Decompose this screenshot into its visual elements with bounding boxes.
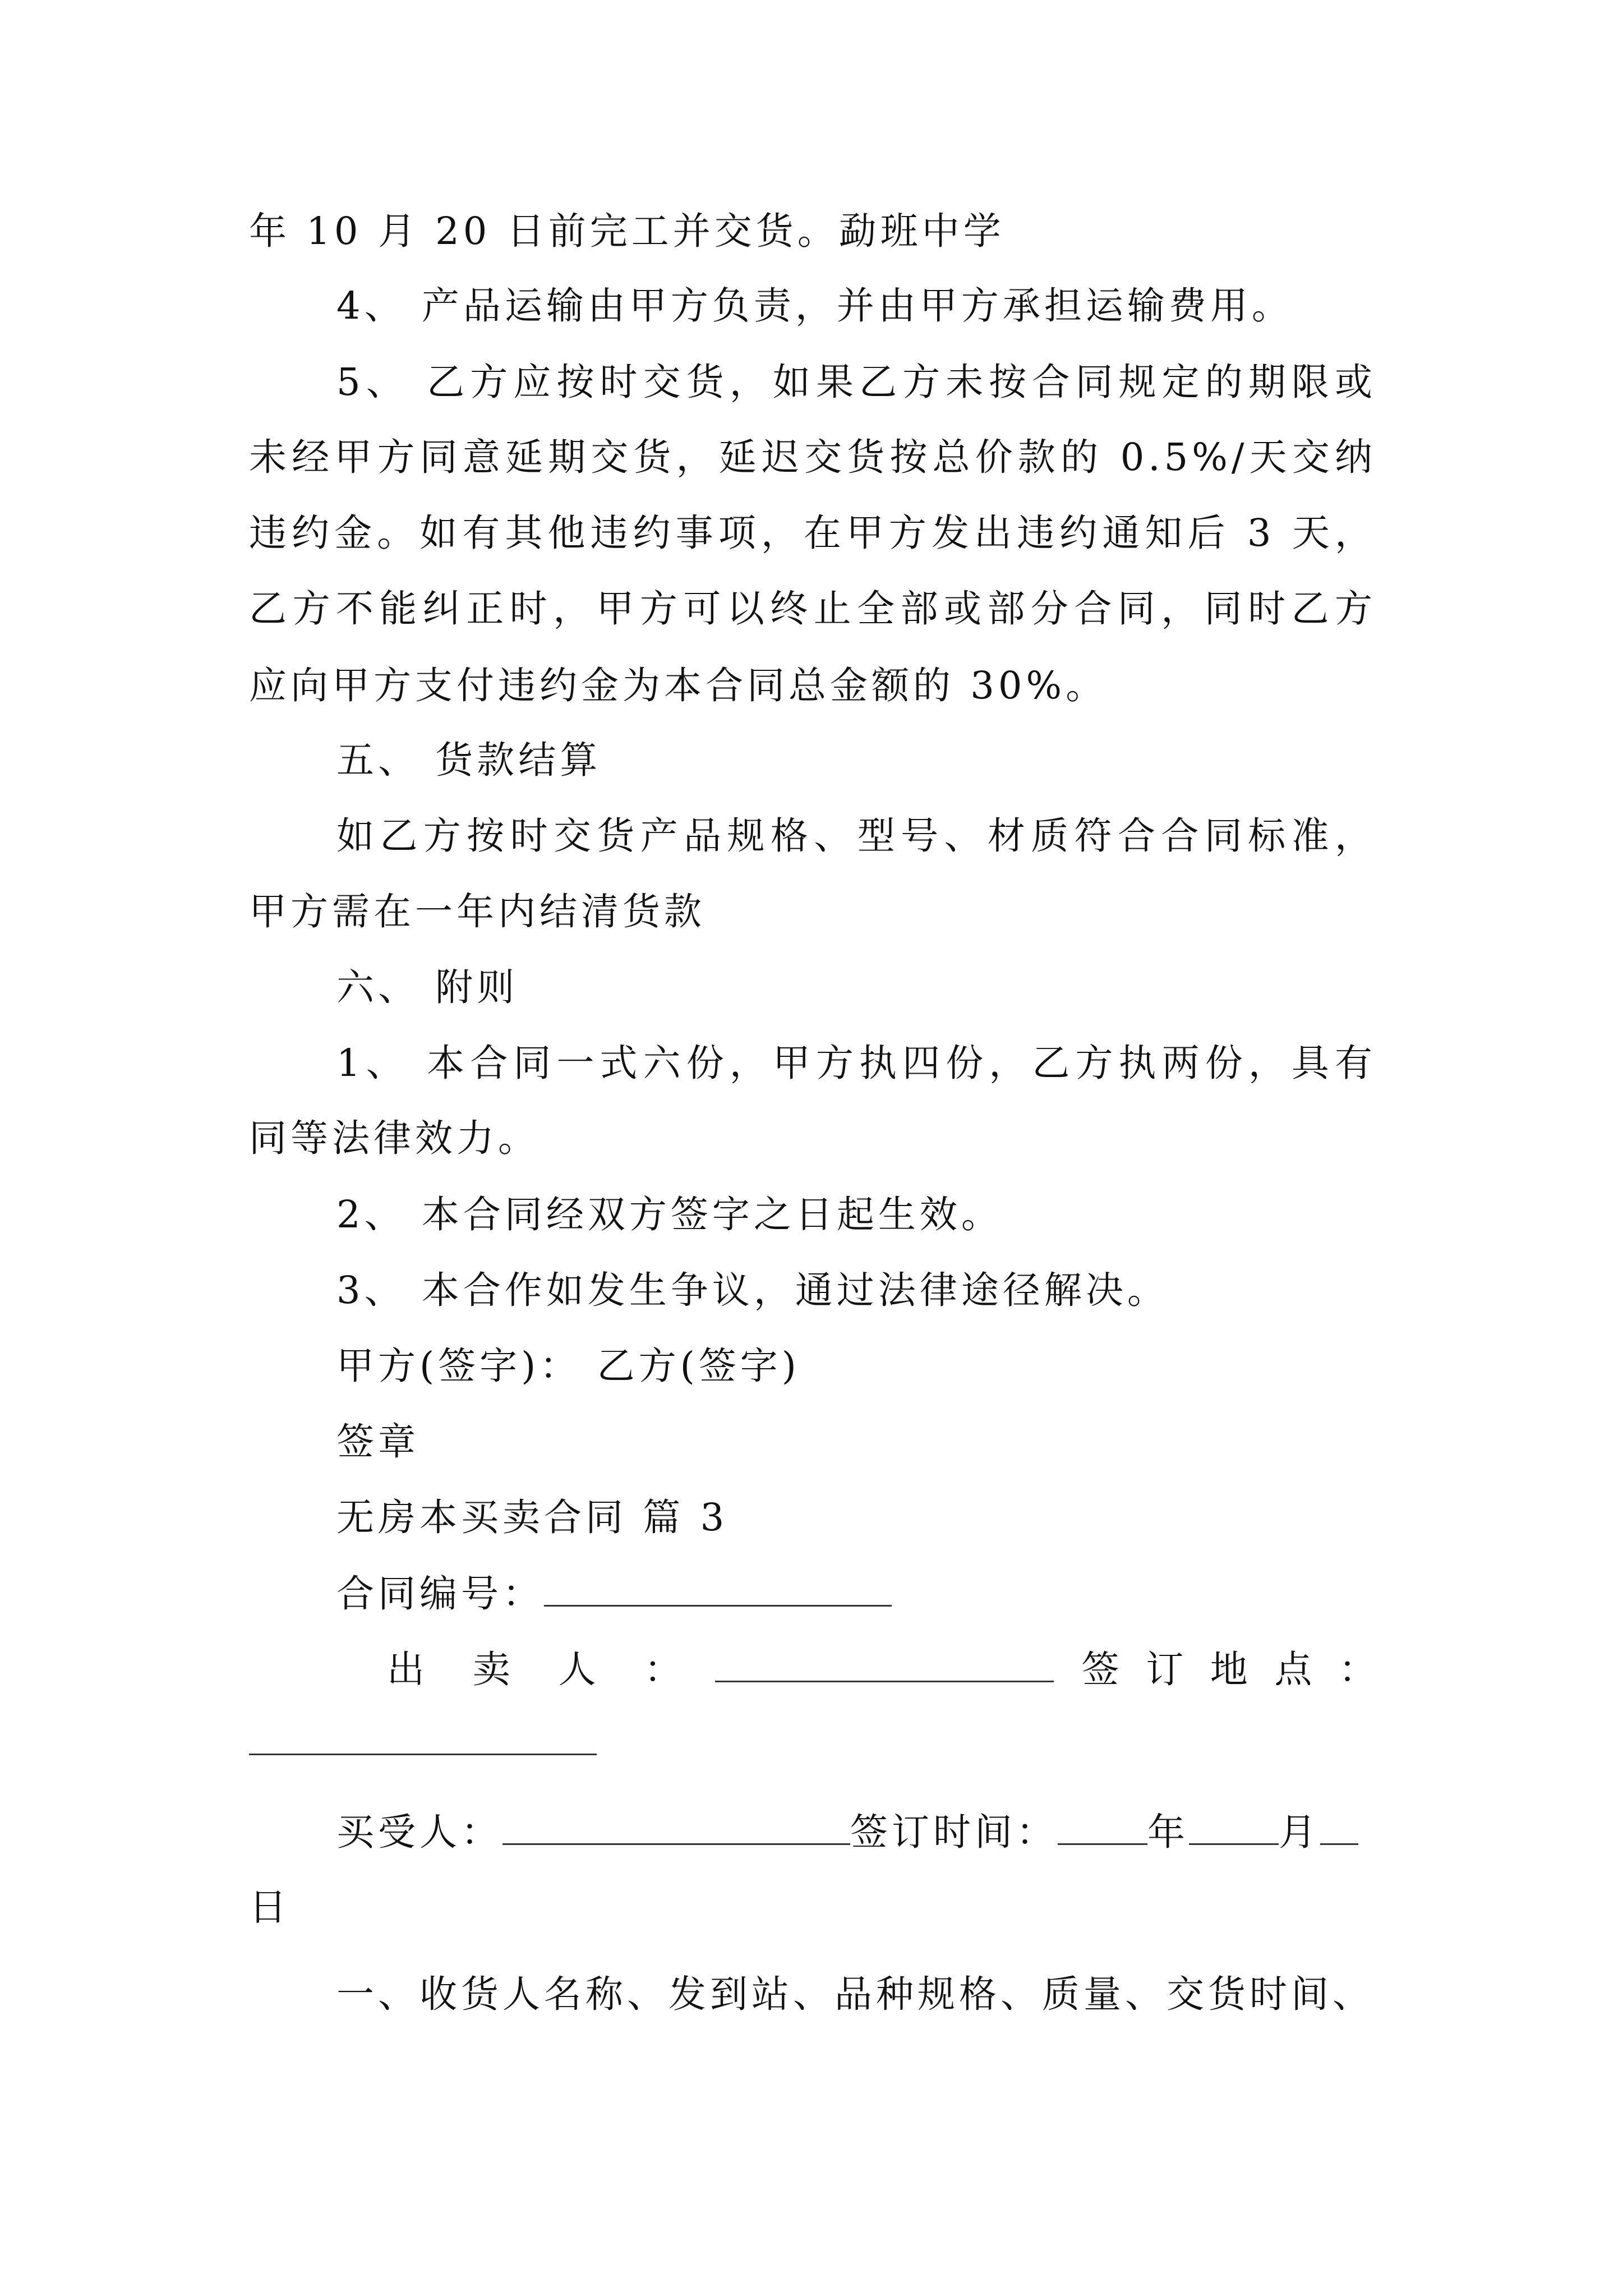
text-line: 应向甲方支付违约金为本合同总金额的 30%。 [249, 664, 1108, 707]
month-label: 月 [1279, 1810, 1320, 1854]
year-blank[interactable] [1058, 1806, 1147, 1845]
day-label: 日 [249, 1885, 291, 1929]
text-line: 2、 本合同经双方签字之日起生效。 [336, 1193, 1003, 1236]
text-line: 违约金。如有其他违约事项，在甲方发出违约通知后 3 天， [249, 511, 1376, 555]
buyer-row [336, 1806, 1376, 1857]
text-line: 年 10 月 20 日前完工并交货。勐班中学 [249, 209, 1005, 253]
text-line: 乙方不能纠正时，甲方可以终止全部或部分合同，同时乙方 [249, 587, 1376, 631]
contract-title: 无房本买卖合同 篇 3 [336, 1496, 728, 1539]
text-line: 未经甲方同意延期交货，延迟交货按总价款的 0.5%/天交纳 [249, 435, 1376, 479]
text-line: 5、 乙方应按时交货，如果乙方未按合同规定的期限或 [336, 360, 1376, 404]
year-label: 年 [1147, 1810, 1189, 1854]
contract-number-label: 合同编号： [336, 1572, 544, 1616]
sign-time-label: 签订时间： [850, 1810, 1058, 1854]
seal-label: 签章 [336, 1420, 419, 1464]
text-line: 一、收货人名称、发到站、品种规格、质量、交货时间、 [336, 1972, 1374, 2016]
day-blank[interactable] [1320, 1806, 1358, 1845]
sign-place-row [249, 1717, 1376, 1767]
text-line: 3、 本合作如发生争议，通过法律途径解决。 [336, 1268, 1169, 1312]
text-line: 如乙方按时交货产品规格、型号、材质符合合同标准， [336, 814, 1376, 858]
text-line: 同等法律效力。 [249, 1116, 540, 1160]
seller-row [336, 1644, 1376, 1694]
section-heading: 六、 附则 [336, 965, 519, 1009]
seller-blank[interactable] [715, 1644, 1053, 1682]
contract-number-row [336, 1568, 1376, 1618]
sign-place-label: 签订地点： [1081, 1648, 1376, 1691]
sign-place-blank[interactable] [249, 1717, 597, 1755]
seller-label: 出卖人： [387, 1648, 682, 1691]
signature-line: 甲方(签字)： 乙方(签字) [336, 1344, 800, 1388]
text-line: 4、 产品运输由甲方负责，并由甲方承担运输费用。 [336, 284, 1293, 328]
text-line: 甲方需在一年内结清货款 [249, 890, 706, 933]
text-line: 1、 本合同一式六份，甲方执四份，乙方执两份，具有 [336, 1041, 1376, 1085]
buyer-blank[interactable] [502, 1806, 850, 1845]
month-blank[interactable] [1189, 1806, 1279, 1845]
section-heading: 五、 货款结算 [336, 738, 602, 782]
day-row [249, 1882, 1376, 1932]
buyer-label: 买受人： [336, 1810, 502, 1854]
contract-number-blank[interactable] [544, 1568, 892, 1607]
